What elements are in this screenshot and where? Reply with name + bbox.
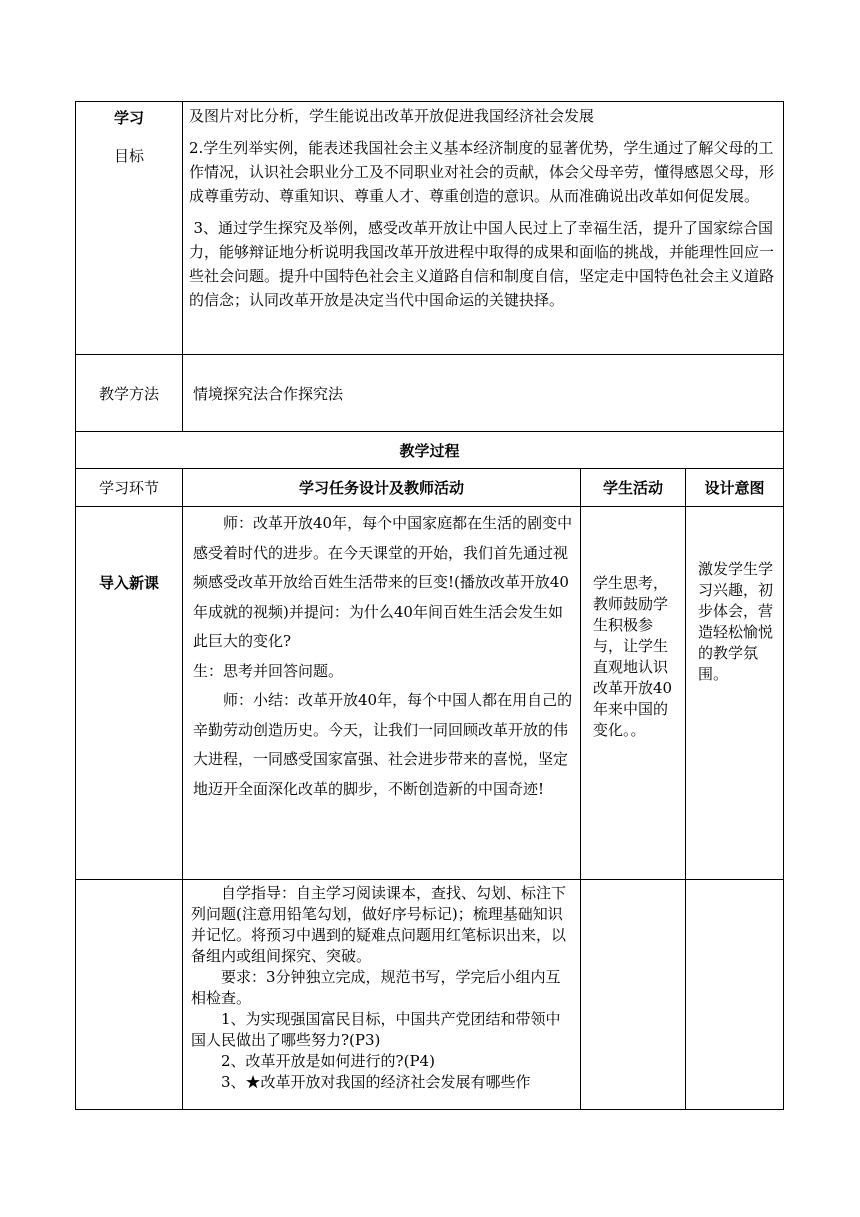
objectives-row	[76, 102, 784, 355]
header-stage: 学习环节	[76, 469, 183, 507]
method-value: 情境探究法合作探究法	[183, 355, 784, 432]
intro-task-para-1: 师：改革开放40年，每个中国家庭都在生活的剧变中感受着时代的进步。在今天课堂的开始，我们首先通过视频感受改革开放给百姓生活带来的巨变!(播放改革开放40年成就的视频)并提问：为什么40年间百姓生活会发生如此巨大的变化?	[193, 514, 573, 650]
objectives-label-line2: 目标	[113, 147, 144, 165]
selfstudy-question-1: 1、为实现强国富民目标，中国共产党团结和带领中国人民做出了哪些努力?(P3)	[191, 1010, 561, 1049]
selfstudy-question-2: 2、改革开放是如何进行的?(P4)	[221, 1052, 435, 1070]
selfstudy-task-cell	[183, 880, 581, 1110]
objective-para-2: 2.学生列举实例，能表述我国社会主义基本经济制度的显著优势，学生通过了解父母的工作情况，认识社会职业分工及不同职业对社会的贡献，体会父母辛劳，懂得感恩父母，形成尊重劳动、尊重知识、尊重人才、尊重创造的意识。从而准确说出改革如何促发展。	[189, 139, 775, 205]
intro-intent-cell	[686, 507, 784, 880]
intro-row	[76, 507, 784, 880]
objectives-label-cell	[76, 102, 183, 355]
header-student: 学生活动	[581, 469, 686, 507]
intro-stage: 导入新课	[76, 507, 183, 880]
process-title-row	[76, 432, 784, 469]
header-intent: 设计意图	[686, 469, 784, 507]
method-label: 教学方法	[76, 355, 183, 432]
objective-para-3: 3、通过学生探究及举例，感受改革开放让中国人民过上了幸福生活，提升了国家综合国力，能够辩证地分析说明我国改革开放进程中取得的成果和面临的挑战，并能理性回应一些社会问题。提升中国特色社会主义道路自信和制度自信，坚定走中国特色社会主义道路的信念；认同改革开放是决定当代中国命运的关键抉择。	[189, 219, 775, 309]
intro-task-para-2: 生：思考并回答问题。	[193, 661, 344, 680]
selfstudy-student-cell	[581, 880, 686, 1110]
method-row	[76, 355, 784, 432]
intro-intent: 激发学生学习兴趣，初步体会，营造轻松愉悦的教学氛围。	[698, 560, 774, 683]
intro-task-cell	[183, 507, 581, 880]
intro-student: 学生思考，教师鼓励学生积极参与，让学生直观地认识改革开放40年来中国的变化。。	[593, 574, 673, 739]
selfstudy-row	[76, 880, 784, 1110]
process-title: 教学过程	[76, 432, 784, 469]
selfstudy-question-3: 3、★改革开放对我国的经济社会发展有哪些作	[221, 1073, 531, 1091]
objective-para-1: 及图片对比分析，学生能说出改革开放促进我国经济社会发展	[189, 107, 595, 125]
lesson-plan-table	[75, 101, 784, 1110]
header-task: 学习任务设计及教师活动	[183, 469, 581, 507]
objectives-label-line1: 学习	[113, 109, 144, 127]
selfstudy-guide: 自学指导：自主学习阅读课本，查找、勾划、标注下列问题(注意用铅笔勾划，做好序号标记)；梳理基础知识并记忆。将预习中遇到的疑难点问题用红笔标识出来，以备组内或组间探究、突破。	[191, 884, 567, 965]
objectives-content-cell	[183, 102, 784, 355]
selfstudy-intent-cell	[686, 880, 784, 1110]
intro-task-para-3: 师：小结：改革开放40年，每个中国人都在用自己的辛勤劳动创造历史。今天，让我们一同回顾改革开放的伟大进程，一同感受国家富强、社会进步带来的喜悦，坚定地迈开全面深化改革的脚步，不断创造新的中国奇迹!	[193, 691, 573, 798]
header-row	[76, 469, 784, 507]
selfstudy-stage-cell	[76, 880, 183, 1110]
intro-student-cell	[581, 507, 686, 880]
selfstudy-requirement: 要求：3分钟独立完成，规范书写，学完后小组内互相检查。	[191, 968, 561, 1007]
